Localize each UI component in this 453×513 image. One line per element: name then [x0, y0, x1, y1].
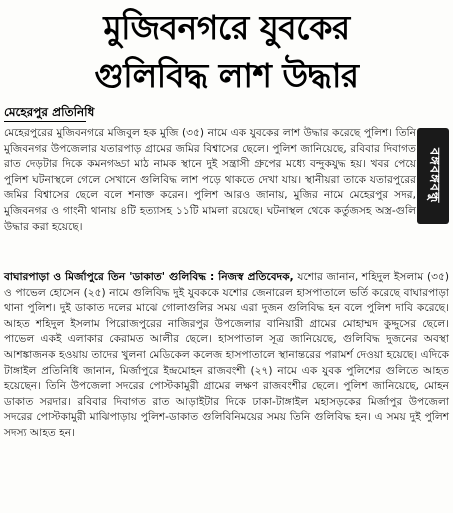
byline-block — [4, 104, 414, 124]
paragraph-2-text: যশোর জানান, শহিদুল ইসলাম (৩৫) ও পাভেল হোসেন (২৫) নামে গুলিবিদ্ধ দুই যুবককে যশোর জেনারেল হাসপাতালে ভর্তি করেছে বাঘারপাড়া থানা পুলিশ। দুই ডাকাত দলের মাঝে গোলাগুলির সময় এরা দুজন গুলিবিদ্ধ হন বলে পুলিশ দাবি করেছে। আহত শহিদুল ইসলাম পিরোজপুরের নাজিরপুর উপজেলার বানিয়ারী গ্রামের মোহাম্মদ কুদ্দুসের ছেলে। পাভেল একই এলাকার কেরামত আলীর ছেলে। হাসপাতাল সূত্র জানিয়েছে, গুলিবিদ্ধ দুজনের অবস্থা আশঙ্কাজনক হওয়ায় তাদের খুলনা মেডিকেল কলেজ হাসপাতালে স্থানান্তরের পরামর্শ দেওয়া হয়েছে। এদিকে টাঙ্গাইল প্রতিনিধি জানান, মির্জাপুরে ইন্দ্রমোহন রাজবংশী (২৭) নামে এক যুবক পুলিশের গুলিতে আহত হয়েছেন। তিনি উপজেলা সদরের পোস্টকামুরী গ্রামের লক্ষণ রাজবংশীর ছেলে। পুলিশ জানিয়েছে, মোহন ডাকাত সরদার। রবিবার দিবাগত রাত আড়াইটার দিকে ঢাকা-টাঙ্গাইল মহাসড়কের মির্জাপুর উপজেলা সদরের পোস্টকামুরী মাঝিপাড়ায় পুলিশ-ডাকাত গুলিবিনিময়ের সময় তিনি গুলিবিদ্ধ হন। এ সময় দুই পুলিশ সদস্য আহত হন। — [4, 271, 449, 439]
headline-line-1: মুজিবনগরে যুবকের — [103, 8, 350, 47]
section-tag-label: বঙ্গবঙ্গবন্ধু — [426, 148, 442, 204]
article-body — [4, 126, 416, 235]
byline-underline — [4, 121, 86, 122]
byline: মেহেরপুর প্রতিনিধি — [4, 105, 95, 119]
paragraph-1: মেহেরপুরের মুজিবনগরে মজিবুল হক মুজি (৩৫) নামে এক যুবকের লাশ উদ্ধার করেছে পুলিশ। তিনি মুজিবনগর উপজেলার যতারপাড় গ্রামের জমির বিশ্বাসের ছেলে। পুলিশ জানিয়েছে, রবিবার দিবাগত রাত দেড়টার দিকে কমনগড্ডা মাঠ নামক স্থানে দুই সন্ত্রাসী গ্রুপের মধ্যে বন্দুকযুদ্ধ হয়। খবর পেয়ে পুলিশ ঘটনাস্থলে গেলে সেখানে গুলিবিদ্ধ লাশ পড়ে থাকতে দেখা যায়। স্থানীয়রা তাকে যতারপুরের জমির বিশ্বাসের ছেলে বলে শনাক্ত করেন। পুলিশ আরও জানায়, মুজির নামে মেহেরপুর সদর, মুজিবনগর ও গাংনী থানায় ৪টি হত্যাসহ ১১টি মামলা রয়েছে। ঘটনাস্থল থেকে কর্তুজসহ অস্ত্র-গুলি উদ্ধার করা হয়েছে। — [4, 127, 416, 233]
paragraph-2 — [4, 270, 449, 442]
headline-line-2: গুলিবিদ্ধ লাশ উদ্ধার — [94, 56, 359, 95]
section-tag — [417, 128, 449, 224]
paragraph-2-lead: বাঘারপাড়া ও মির্জাপুরে তিন 'ডাকাত' গুলিবিদ্ধ : নিজস্ব প্রতিবেদক, — [4, 271, 294, 283]
